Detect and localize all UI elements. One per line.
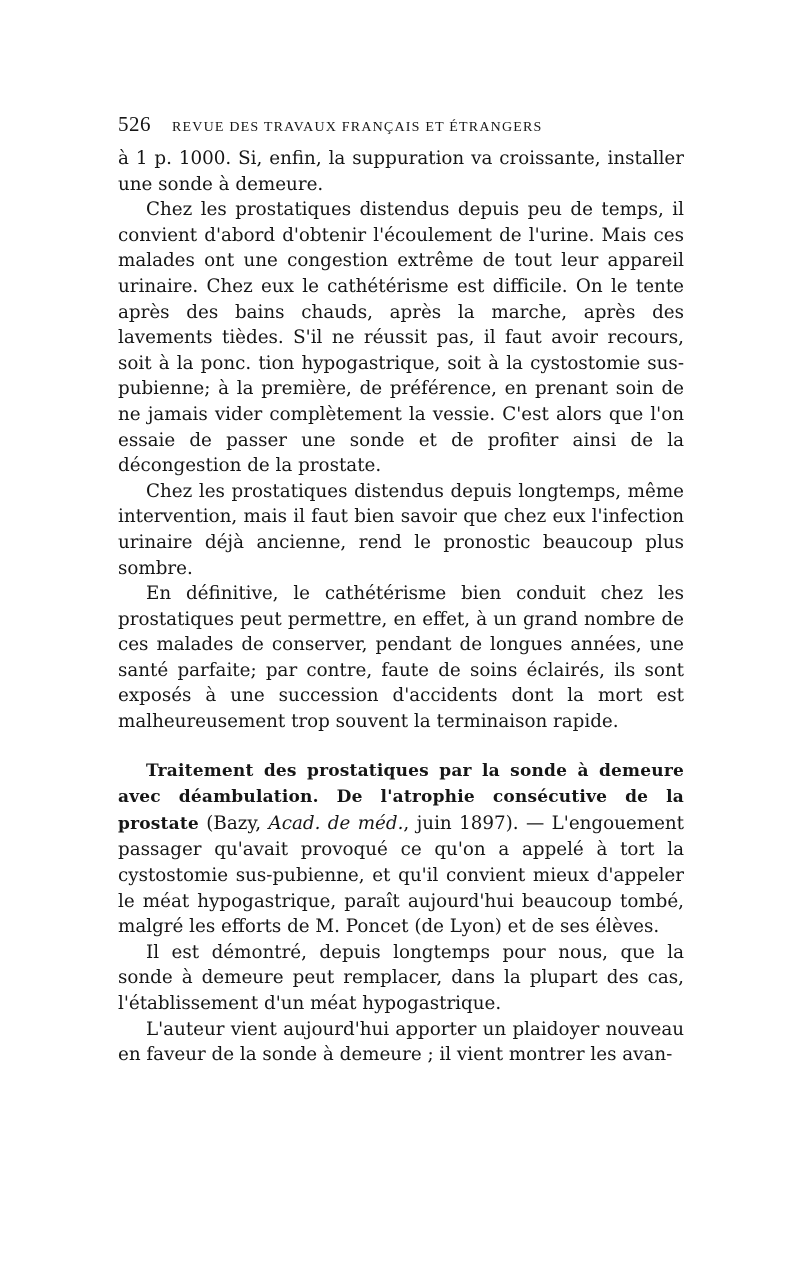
body-text (118, 146, 684, 1068)
paragraph-continuation: à 1 p. 1000. Si, enfin, la suppuration va croissante, installer une sonde à demeure. (118, 148, 684, 195)
document-page (118, 112, 684, 1068)
section-spacer (118, 735, 684, 758)
page-header (118, 112, 684, 146)
running-title: REVUE DES TRAVAUX FRANÇAIS ET ÉTRANGERS (172, 120, 543, 135)
section-heading: Traitement des prostatiques par la sonde à demeure avec déambulation. De l'atrophie consécutive de la prostate (118, 760, 684, 834)
section-paragraph-intro (118, 758, 684, 940)
citation-rest: , juin 1897). — L'engouement passager qu'avait provoqué ce qu'on a appelé à tort la cystostomie sus-pubienne, et qu'il convient mieux d'appeler le méat hypogastrique, paraît aujourd'hui beaucoup tombé, malgré les efforts de M. Poncet (de Lyon) et de ses élèves. (118, 812, 685, 938)
paragraph-conclusion: En définitive, le cathétérisme bien conduit chez les prostatiques peut permettre, en effet, à un grand nombre de ces malades de conserver, pendant de longues années, une santé parfaite; par contre, faute de soins éclairés, ils sont exposés à une succession d'accidents dont la mort est malheureusement trop souvent la terminaison rapide. (118, 583, 684, 733)
paragraph-recent-distension: Chez les prostatiques distendus depuis peu de temps, il convient d'abord d'obtenir l'écoulement de l'urine. Mais ces malades ont une congestion extrême de tout leur appareil urinaire. Chez eux le cathétérisme est difficile. On le tente après des bains chauds, après la marche, après des lavements tièdes. S'il ne réussit pas, il faut avoir recours, soit à la ponc. tion hypogastrique, soit à la cystostomie sus-pubienne; à la première, de préférence, en prenant soin de ne jamais vider complètement la vessie. C'est alors que l'on essaie de passer une sonde et de profiter ainsi de la décongestion de la prostate. (118, 199, 684, 477)
section-paragraph: L'auteur vient aujourd'hui apporter un plaidoyer nouveau en faveur de la sonde à demeure ; il vient montrer les avan- (118, 1018, 684, 1066)
citation-open: (Bazy, (198, 812, 269, 834)
paragraph-long-distension: Chez les prostatiques distendus depuis longtemps, même intervention, mais il faut bien savoir que chez eux l'infection urinaire déjà ancienne, rend le pronostic beaucoup plus sombre. (118, 480, 684, 579)
page-number: 526 (118, 112, 151, 136)
section-paragraph: Il est démontré, depuis longtemps pour nous, que la sonde à demeure peut remplacer, dans la plupart des cas, l'établissement d'un méat hypogastrique. (118, 941, 684, 1014)
citation-journal: Acad. de méd. (268, 812, 404, 834)
